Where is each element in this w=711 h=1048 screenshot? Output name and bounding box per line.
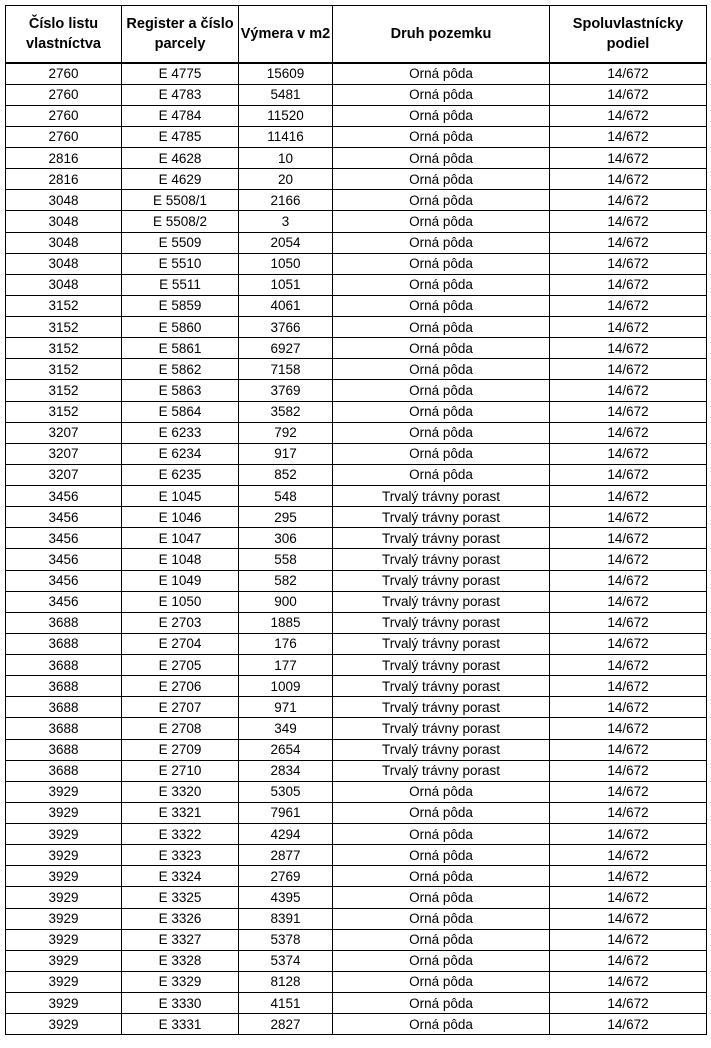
table-row [6,781,707,802]
header-land-type: Druh pozemku [333,6,550,64]
table-row [6,887,707,908]
area-cell: 8391 [239,908,333,929]
ownership-sheet-cell: 3688 [6,676,122,697]
parcel-number-cell: E 5863 [122,380,239,401]
ownership-sheet-cell: 3456 [6,507,122,528]
share-cell: 14/672 [550,148,707,169]
land-type-cell: Orná pôda [333,422,550,443]
land-type-cell: Orná pôda [333,824,550,845]
parcel-number-cell: E 2705 [122,655,239,676]
land-type-cell: Orná pôda [333,887,550,908]
parcel-number-cell: E 1048 [122,549,239,570]
share-cell: 14/672 [550,528,707,549]
share-cell: 14/672 [550,190,707,211]
ownership-sheet-cell: 3929 [6,1014,122,1035]
ownership-sheet-cell: 3048 [6,232,122,253]
table-row [6,802,707,823]
ownership-sheet-cell: 3207 [6,443,122,464]
table-row [6,317,707,338]
area-cell: 295 [239,507,333,528]
land-type-cell: Orná pôda [333,126,550,147]
share-cell: 14/672 [550,295,707,316]
ownership-sheet-cell: 3152 [6,359,122,380]
ownership-sheet-cell: 3688 [6,718,122,739]
share-cell: 14/672 [550,633,707,654]
table-row [6,338,707,359]
area-cell: 5481 [239,84,333,105]
table-row [6,739,707,760]
area-cell: 582 [239,570,333,591]
ownership-sheet-cell: 3152 [6,380,122,401]
table-row [6,591,707,612]
table-row [6,760,707,781]
area-cell: 3766 [239,317,333,338]
area-cell: 5305 [239,781,333,802]
table-row [6,63,707,84]
land-type-cell: Orná pôda [333,866,550,887]
land-type-cell: Orná pôda [333,317,550,338]
table-row [6,295,707,316]
table-row [6,866,707,887]
table-row [6,148,707,169]
header-register-and-parcel-number: Register a číslo parcely [122,6,239,64]
share-cell: 14/672 [550,549,707,570]
share-cell: 14/672 [550,993,707,1014]
ownership-sheet-cell: 3152 [6,317,122,338]
table-row [6,845,707,866]
share-cell: 14/672 [550,570,707,591]
parcel-number-cell: E 5509 [122,232,239,253]
share-cell: 14/672 [550,824,707,845]
land-type-cell: Trvalý trávny porast [333,486,550,507]
parcel-number-cell: E 5862 [122,359,239,380]
share-cell: 14/672 [550,84,707,105]
share-cell: 14/672 [550,760,707,781]
ownership-sheet-cell: 3929 [6,908,122,929]
table-row [6,464,707,485]
land-type-cell: Trvalý trávny porast [333,507,550,528]
parcel-number-cell: E 5859 [122,295,239,316]
table-row [6,190,707,211]
ownership-sheet-cell: 3929 [6,993,122,1014]
ownership-sheet-cell: 3048 [6,190,122,211]
area-cell: 11416 [239,126,333,147]
land-type-cell: Orná pôda [333,464,550,485]
ownership-sheet-cell: 3929 [6,929,122,950]
land-type-cell: Orná pôda [333,295,550,316]
parcel-number-cell: E 5508/2 [122,211,239,232]
parcel-number-cell: E 1047 [122,528,239,549]
area-cell: 7961 [239,802,333,823]
parcel-number-cell: E 4785 [122,126,239,147]
table-header [6,6,707,64]
share-cell: 14/672 [550,486,707,507]
table-row [6,655,707,676]
header-row [6,6,707,64]
table-row [6,1014,707,1035]
ownership-sheet-cell: 3929 [6,781,122,802]
land-type-cell: Orná pôda [333,105,550,126]
table-row [6,274,707,295]
area-cell: 6927 [239,338,333,359]
land-type-cell: Orná pôda [333,190,550,211]
share-cell: 14/672 [550,739,707,760]
area-cell: 3 [239,211,333,232]
land-type-cell: Orná pôda [333,950,550,971]
share-cell: 14/672 [550,211,707,232]
area-cell: 852 [239,464,333,485]
area-cell: 20 [239,169,333,190]
table-row [6,950,707,971]
land-type-cell: Orná pôda [333,253,550,274]
land-type-cell: Orná pôda [333,232,550,253]
share-cell: 14/672 [550,1014,707,1035]
parcel-number-cell: E 5860 [122,317,239,338]
parcel-number-cell: E 2706 [122,676,239,697]
share-cell: 14/672 [550,422,707,443]
parcel-number-cell: E 6233 [122,422,239,443]
ownership-sheet-cell: 3048 [6,274,122,295]
area-cell: 4061 [239,295,333,316]
parcel-number-cell: E 6234 [122,443,239,464]
ownership-sheet-cell: 2816 [6,169,122,190]
area-cell: 176 [239,633,333,654]
table-row [6,570,707,591]
ownership-sheet-cell: 3456 [6,570,122,591]
parcel-number-cell: E 3330 [122,993,239,1014]
table-row [6,486,707,507]
land-type-cell: Orná pôda [333,781,550,802]
parcel-number-cell: E 6235 [122,464,239,485]
parcel-number-cell: E 3331 [122,1014,239,1035]
land-type-cell: Trvalý trávny porast [333,549,550,570]
ownership-sheet-cell: 3688 [6,760,122,781]
parcel-number-cell: E 3326 [122,908,239,929]
share-cell: 14/672 [550,401,707,422]
land-type-cell: Trvalý trávny porast [333,591,550,612]
land-type-cell: Orná pôda [333,338,550,359]
table-row [6,126,707,147]
parcel-number-cell: E 2703 [122,612,239,633]
ownership-sheet-cell: 3152 [6,338,122,359]
area-cell: 3582 [239,401,333,422]
parcel-number-cell: E 4783 [122,84,239,105]
ownership-sheet-cell: 2816 [6,148,122,169]
table-row [6,443,707,464]
parcel-number-cell: E 3323 [122,845,239,866]
table-row [6,993,707,1014]
land-type-cell: Trvalý trávny porast [333,570,550,591]
parcel-number-cell: E 4784 [122,105,239,126]
share-cell: 14/672 [550,971,707,992]
area-cell: 1051 [239,274,333,295]
share-cell: 14/672 [550,105,707,126]
land-type-cell: Orná pôda [333,169,550,190]
area-cell: 11520 [239,105,333,126]
ownership-sheet-cell: 3929 [6,971,122,992]
area-cell: 7158 [239,359,333,380]
land-type-cell: Orná pôda [333,802,550,823]
area-cell: 306 [239,528,333,549]
table-row [6,380,707,401]
parcel-number-cell: E 5508/1 [122,190,239,211]
land-type-cell: Orná pôda [333,211,550,232]
area-cell: 900 [239,591,333,612]
land-type-cell: Trvalý trávny porast [333,718,550,739]
table-row [6,84,707,105]
ownership-sheet-cell: 3929 [6,802,122,823]
land-type-cell: Orná pôda [333,908,550,929]
share-cell: 14/672 [550,126,707,147]
table-row [6,633,707,654]
area-cell: 349 [239,718,333,739]
land-type-cell: Orná pôda [333,401,550,422]
ownership-sheet-cell: 2760 [6,84,122,105]
ownership-sheet-cell: 2760 [6,63,122,84]
land-type-cell: Orná pôda [333,993,550,1014]
share-cell: 14/672 [550,887,707,908]
land-type-cell: Trvalý trávny porast [333,676,550,697]
parcel-number-cell: E 1050 [122,591,239,612]
parcel-number-cell: E 3325 [122,887,239,908]
table-row [6,697,707,718]
parcel-number-cell: E 3327 [122,929,239,950]
share-cell: 14/672 [550,929,707,950]
parcel-number-cell: E 4629 [122,169,239,190]
area-cell: 2827 [239,1014,333,1035]
ownership-sheet-cell: 3929 [6,866,122,887]
parcel-number-cell: E 1049 [122,570,239,591]
table-row [6,528,707,549]
table-row [6,401,707,422]
ownership-sheet-cell: 3207 [6,422,122,443]
parcel-number-cell: E 5510 [122,253,239,274]
share-cell: 14/672 [550,908,707,929]
land-type-cell: Orná pôda [333,380,550,401]
share-cell: 14/672 [550,359,707,380]
parcel-number-cell: E 3329 [122,971,239,992]
parcel-number-cell: E 2707 [122,697,239,718]
parcel-number-cell: E 4775 [122,63,239,84]
parcel-number-cell: E 1045 [122,486,239,507]
area-cell: 4151 [239,993,333,1014]
share-cell: 14/672 [550,317,707,338]
land-type-cell: Orná pôda [333,84,550,105]
ownership-sheet-cell: 3929 [6,824,122,845]
share-cell: 14/672 [550,845,707,866]
area-cell: 2054 [239,232,333,253]
parcel-number-cell: E 3321 [122,802,239,823]
share-cell: 14/672 [550,866,707,887]
area-cell: 1050 [239,253,333,274]
ownership-sheet-cell: 3688 [6,739,122,760]
parcel-number-cell: E 5861 [122,338,239,359]
share-cell: 14/672 [550,612,707,633]
area-cell: 2654 [239,739,333,760]
land-type-cell: Orná pôda [333,148,550,169]
share-cell: 14/672 [550,676,707,697]
ownership-sheet-cell: 3152 [6,295,122,316]
area-cell: 2834 [239,760,333,781]
area-cell: 1009 [239,676,333,697]
table-row [6,718,707,739]
area-cell: 917 [239,443,333,464]
table-row [6,105,707,126]
ownership-sheet-cell: 3688 [6,633,122,654]
parcel-number-cell: E 2709 [122,739,239,760]
ownership-sheet-cell: 3207 [6,464,122,485]
share-cell: 14/672 [550,802,707,823]
ownership-sheet-cell: 3456 [6,528,122,549]
ownership-sheet-cell: 2760 [6,105,122,126]
land-type-cell: Orná pôda [333,274,550,295]
ownership-sheet-cell: 2760 [6,126,122,147]
share-cell: 14/672 [550,338,707,359]
table-row [6,929,707,950]
land-type-cell: Trvalý trávny porast [333,760,550,781]
header-area-m2: Výmera v m2 [239,6,333,64]
share-cell: 14/672 [550,253,707,274]
land-type-cell: Orná pôda [333,359,550,380]
area-cell: 548 [239,486,333,507]
parcel-number-cell: E 2710 [122,760,239,781]
table-row [6,676,707,697]
land-type-cell: Orná pôda [333,443,550,464]
parcel-number-cell: E 3320 [122,781,239,802]
area-cell: 15609 [239,63,333,84]
table-row [6,908,707,929]
ownership-sheet-cell: 3456 [6,549,122,570]
table-row [6,549,707,570]
table-row [6,253,707,274]
share-cell: 14/672 [550,380,707,401]
parcel-table [5,5,707,1035]
land-type-cell: Trvalý trávny porast [333,655,550,676]
area-cell: 177 [239,655,333,676]
area-cell: 4395 [239,887,333,908]
area-cell: 5378 [239,929,333,950]
table-row [6,971,707,992]
share-cell: 14/672 [550,464,707,485]
ownership-sheet-cell: 3929 [6,845,122,866]
area-cell: 971 [239,697,333,718]
share-cell: 14/672 [550,274,707,295]
ownership-sheet-cell: 3688 [6,655,122,676]
ownership-sheet-cell: 3456 [6,486,122,507]
parcel-number-cell: E 1046 [122,507,239,528]
share-cell: 14/672 [550,655,707,676]
share-cell: 14/672 [550,697,707,718]
ownership-sheet-cell: 3688 [6,612,122,633]
ownership-sheet-cell: 3456 [6,591,122,612]
parcel-number-cell: E 5864 [122,401,239,422]
share-cell: 14/672 [550,63,707,84]
table-body [6,63,707,1035]
share-cell: 14/672 [550,950,707,971]
table-row [6,824,707,845]
table-row [6,211,707,232]
land-type-cell: Orná pôda [333,971,550,992]
share-cell: 14/672 [550,232,707,253]
parcel-number-cell: E 4628 [122,148,239,169]
share-cell: 14/672 [550,781,707,802]
table-row [6,169,707,190]
table-row [6,232,707,253]
parcel-number-cell: E 3322 [122,824,239,845]
ownership-sheet-cell: 3929 [6,950,122,971]
area-cell: 2877 [239,845,333,866]
ownership-sheet-cell: 3048 [6,211,122,232]
land-type-cell: Trvalý trávny porast [333,739,550,760]
area-cell: 5374 [239,950,333,971]
area-cell: 558 [239,549,333,570]
land-type-cell: Orná pôda [333,63,550,84]
parcel-number-cell: E 3324 [122,866,239,887]
land-type-cell: Orná pôda [333,845,550,866]
table-row [6,359,707,380]
land-type-cell: Orná pôda [333,1014,550,1035]
area-cell: 2769 [239,866,333,887]
area-cell: 8128 [239,971,333,992]
ownership-sheet-cell: 3048 [6,253,122,274]
table-row [6,612,707,633]
land-type-cell: Trvalý trávny porast [333,528,550,549]
ownership-sheet-cell: 3688 [6,697,122,718]
share-cell: 14/672 [550,718,707,739]
table-row [6,507,707,528]
land-type-cell: Trvalý trávny porast [333,697,550,718]
area-cell: 792 [239,422,333,443]
header-ownership-sheet-number: Číslo listu vlastníctva [6,6,122,64]
ownership-sheet-cell: 3152 [6,401,122,422]
area-cell: 3769 [239,380,333,401]
area-cell: 1885 [239,612,333,633]
share-cell: 14/672 [550,169,707,190]
area-cell: 4294 [239,824,333,845]
parcel-number-cell: E 2708 [122,718,239,739]
share-cell: 14/672 [550,507,707,528]
parcel-number-cell: E 2704 [122,633,239,654]
table-row [6,422,707,443]
land-type-cell: Trvalý trávny porast [333,612,550,633]
area-cell: 10 [239,148,333,169]
header-co-ownership-share: Spoluvlastnícky podiel [550,6,707,64]
share-cell: 14/672 [550,591,707,612]
share-cell: 14/672 [550,443,707,464]
area-cell: 2166 [239,190,333,211]
ownership-sheet-cell: 3929 [6,887,122,908]
parcel-number-cell: E 5511 [122,274,239,295]
parcel-number-cell: E 3328 [122,950,239,971]
land-type-cell: Trvalý trávny porast [333,633,550,654]
land-type-cell: Orná pôda [333,929,550,950]
